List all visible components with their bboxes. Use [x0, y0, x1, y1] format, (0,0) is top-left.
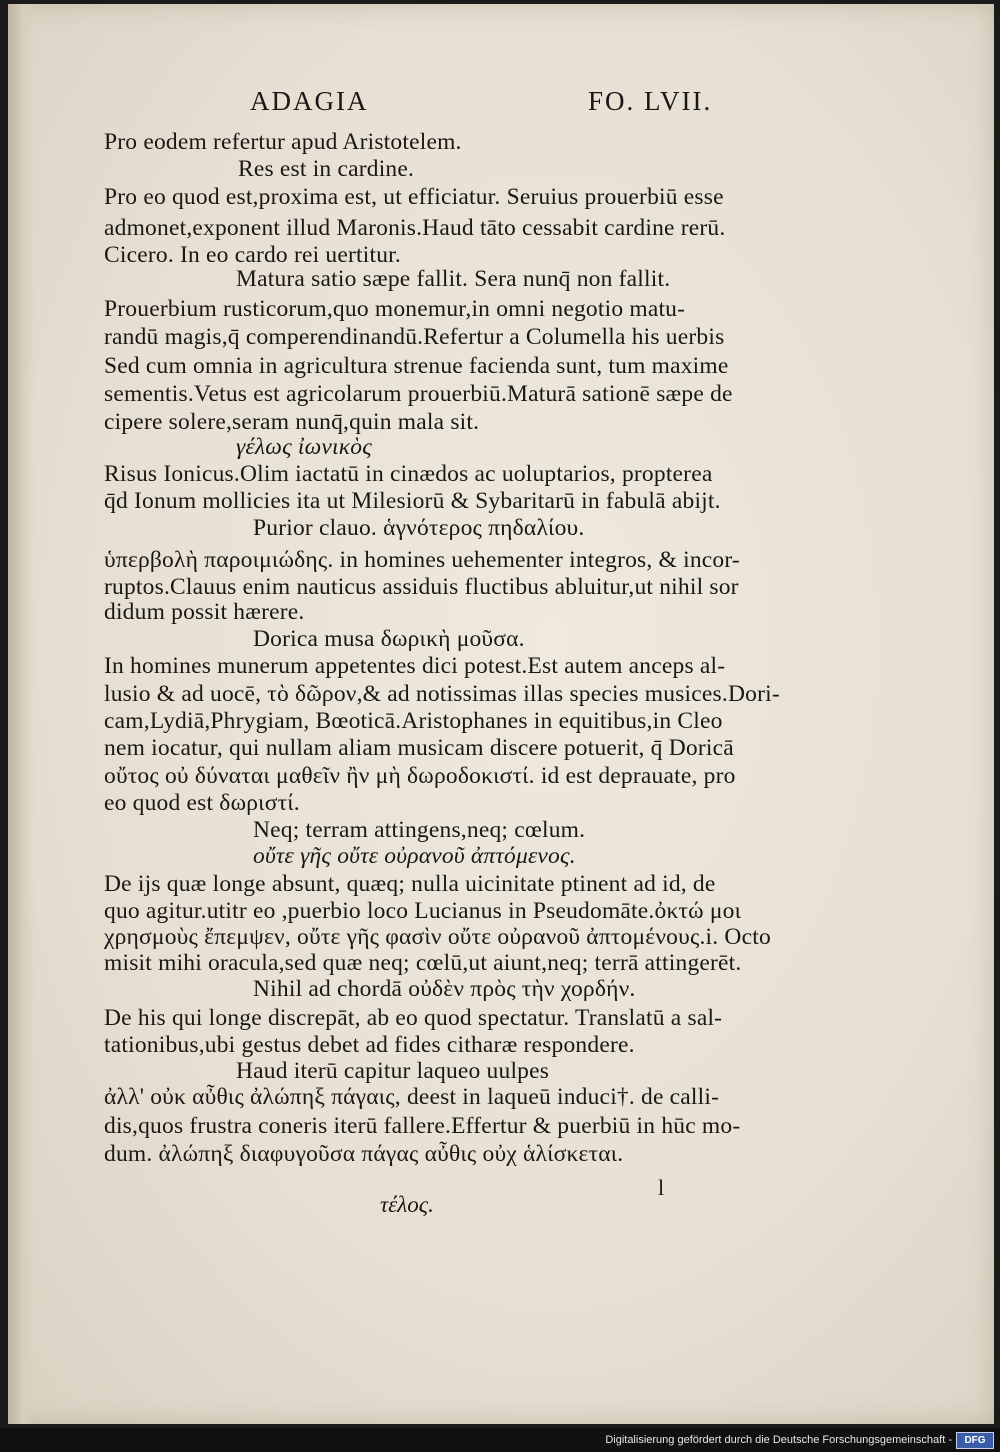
- text-line: De his qui longe discrepāt, ab eo quod spectatur. Translatū a sal-: [104, 1005, 723, 1031]
- text-line: Purior clauo. ἁγνότερος πηδαλίου.: [253, 515, 585, 541]
- text-line: dis,quos frustra coneris iterū fallere.Effertur & puerbiū in hūc mo-: [104, 1113, 741, 1139]
- text-line: nem iocatur, qui nullam aliam musicam discere potuerit, q̄ Doricā: [104, 735, 734, 761]
- text-line: γέλως ἰωνικὸς: [236, 434, 372, 460]
- scanned-page: [8, 4, 994, 1424]
- text-line: eo quod est δωριστί.: [104, 790, 300, 816]
- text-line: ὑπερβολὴ παροιμιώδης. in homines uehementer integros, & incor-: [104, 547, 740, 573]
- text-line: Pro eodem refertur apud Aristotelem.: [104, 129, 462, 155]
- page-gutter-edge: [8, 4, 34, 1424]
- text-line: randū magis,q̄ comperendinandū.Refertur a Columella his uerbis: [104, 324, 725, 350]
- running-title: ADAGIA: [250, 86, 369, 116]
- text-line: Cicero. In eo cardo rei uertitur.: [104, 242, 401, 268]
- text-line: Prouerbium rusticorum,quo monemur,in omni negotio matu-: [104, 296, 686, 322]
- text-line: Sed cum omnia in agricultura strenue facienda sunt, tum maxime: [104, 353, 729, 379]
- text-line: dum. ἀλώπηξ διαφυγοῦσα πάγας αὖθις οὐχ ἁλίσκεται.: [104, 1141, 624, 1167]
- signature-mark: l: [658, 1175, 665, 1200]
- text-line: cam,Lydiā,Phrygiam, Bœoticā.Aristophanes in equitibus,in Cleo: [104, 708, 723, 734]
- text-line: q̄d Ionum mollicies ita ut Milesiorū & Sybaritarū in fabulā abijt.: [104, 488, 721, 514]
- digitization-note: Digitalisierung gefördert durch die Deutsche Forschungsgemeinschaft -: [605, 1434, 952, 1446]
- text-line: didum possit hærere.: [104, 599, 305, 625]
- text-line: misit mihi oracula,sed quæ neq; cœlū,ut aiunt,neq; terrā attingerēt.: [104, 950, 742, 976]
- text-line: Matura satio sæpe fallit. Sera nunq̄ non fallit.: [236, 266, 671, 292]
- text-line: Nihil ad chordā οὐδὲν πρὸς τὴν χορδήν.: [253, 976, 636, 1002]
- text-line: Haud iterū capitur laqueo uulpes: [236, 1058, 550, 1084]
- text-line: admonet,exponent illud Maronis.Haud tāto cessabit cardine rerū.: [104, 215, 726, 241]
- text-line: Dorica musa δωρικὴ μοῦσα.: [253, 626, 525, 652]
- text-line: ruptos.Clauus enim nauticus assiduis fluctibus abluitur,ut nihil sor: [104, 574, 739, 600]
- text-line: οὔτε γῆς οὔτε οὐρανοῦ ἀπτόμενος.: [253, 843, 576, 869]
- text-line: Neq; terram attingens,neq; cœlum.: [253, 817, 586, 843]
- text-line: cipere solere,seram nunq̄,quin mala sit.: [104, 409, 480, 435]
- text-line: Res est in cardine.: [238, 156, 415, 182]
- finis-mark: τέλος.: [380, 1192, 434, 1217]
- text-line: χρησμοὺς ἔπεμψεν, οὔτε γῆς φασὶν οὔτε οὐρανοῦ ἀπτομένους.i. Octo: [104, 924, 771, 950]
- text-line: tationibus,ubi gestus debet ad fides citharæ respondere.: [104, 1032, 635, 1058]
- folio-number: FO. LVII.: [588, 86, 713, 116]
- text-line: De ijs quæ longe absunt, quæq; nulla uicinitate ptinent ad id, de: [104, 871, 716, 897]
- dfg-logo: DFG: [956, 1432, 994, 1449]
- text-line: ἀλλ' οὐκ αὖθις ἀλώπηξ πάγαις, deest in laqueū induci†. de calli-: [104, 1084, 720, 1110]
- text-line: In homines munerum appetentes dici potest.Est autem anceps al-: [104, 653, 726, 679]
- text-line: sementis.Vetus est agricolarum prouerbiū.Maturā sationē sæpe de: [104, 381, 733, 407]
- text-line: quo agitur.utitr eo ,puerbio loco Lucianus in Pseudomāte.ὀκτώ μοι: [104, 898, 742, 924]
- text-line: Pro eo quod est,proxima est, ut efficiatur. Seruius prouerbiū esse: [104, 184, 724, 210]
- text-line: Risus Ionicus.Olim iactatū in cinædos ac uoluptarios, propterea: [104, 461, 713, 487]
- text-line: lusio & ad uocē, τὸ δῶρον,& ad notissimas illas species musices.Dori-: [104, 681, 780, 707]
- text-line: οὔτος οὐ δύναται μαθεῖν ἢν μὴ δωροδοκιστί. id est deprauate, pro: [104, 763, 736, 789]
